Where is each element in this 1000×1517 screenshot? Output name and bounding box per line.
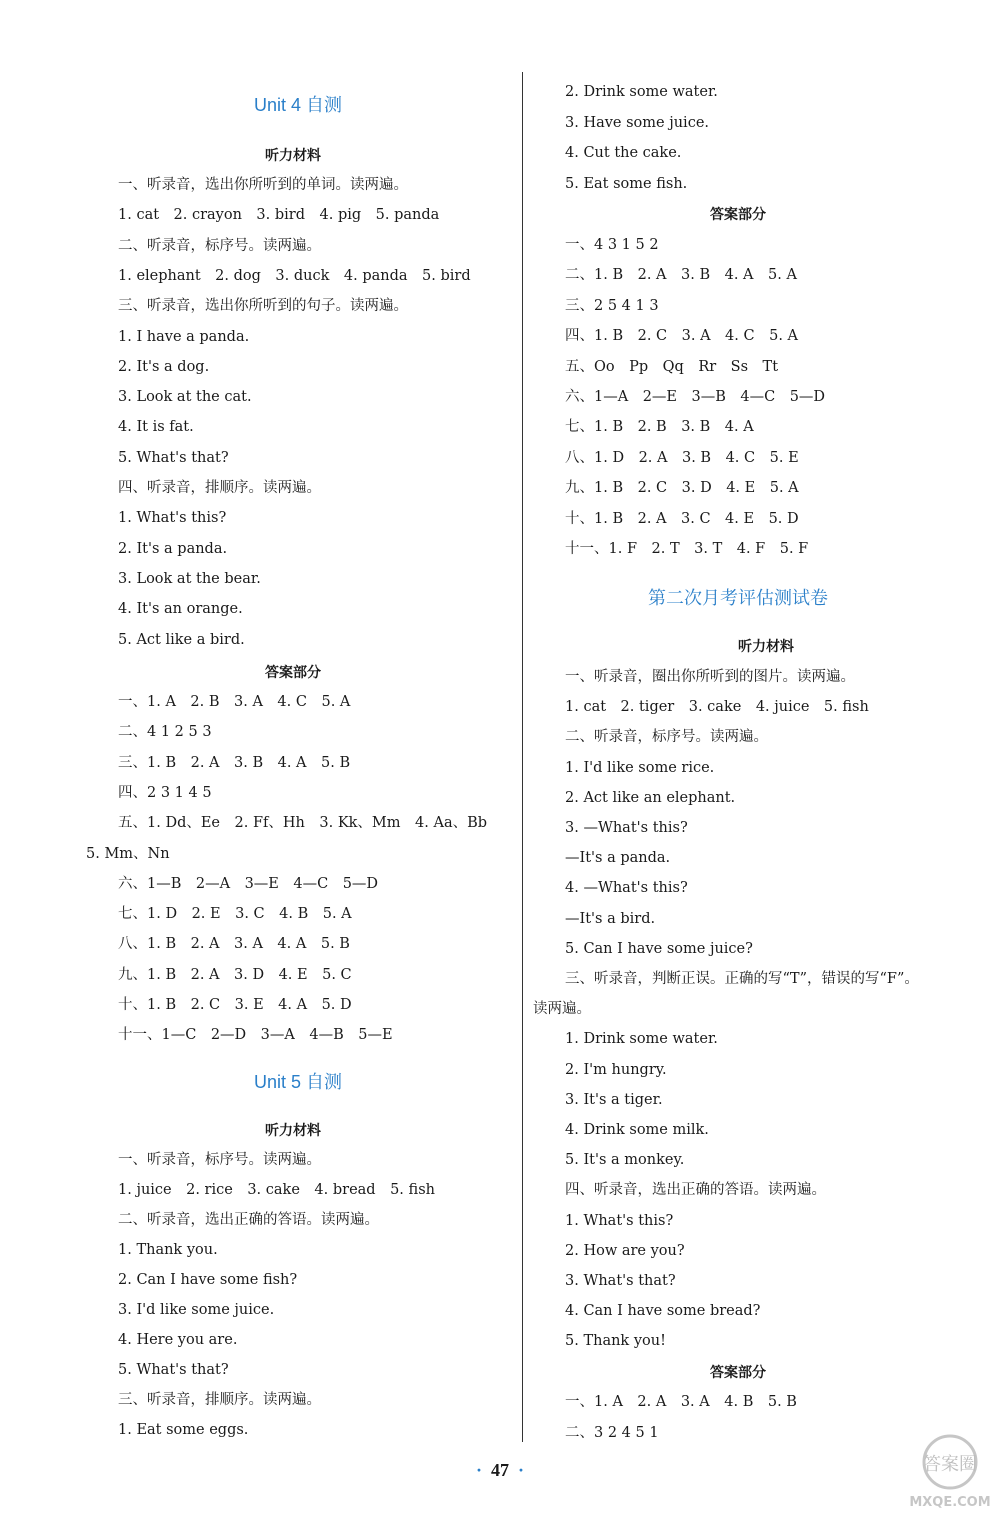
listening-line: 2. It's a dog. (118, 358, 210, 375)
listening-line: 2. It's a panda. (118, 540, 228, 557)
listening-line: 1. Drink some water. (565, 1031, 718, 1048)
listening-line: 5. Eat some fish. (565, 175, 688, 192)
answer-line: 二、1. B 2. A 3. B 4. A 5. A (565, 267, 797, 284)
listening-line: 二、听录音，标序号。读两遍。 (565, 729, 768, 746)
listening-line: —It's a panda. (565, 850, 671, 867)
listening-line: 四、听录音，排顺序。读两遍。 (118, 480, 321, 496)
answer-line: 十一、1. F 2. T 3. T 4. F 5. F (565, 541, 809, 557)
listening-line: 5. It's a monkey. (565, 1152, 685, 1169)
listening-line: 2. Drink some water. (565, 84, 718, 100)
listening-line: 三、听录音，判断正误。正确的写“T”，错误的写“F”。 (565, 971, 919, 987)
section-title-unit5: Unit 5 自测 (254, 1072, 343, 1092)
answer-line: 八、1. B 2. A 3. A 4. A 5. B (118, 936, 350, 953)
listening-line: 3. I'd like some juice. (118, 1302, 275, 1318)
listening-line: 2. Can I have some fish? (118, 1272, 298, 1288)
answer-line: 七、1. B 2. B 3. B 4. A (565, 419, 754, 436)
listening-line: 读两遍。 (533, 1001, 591, 1018)
answer-line: 十、1. B 2. A 3. C 4. E 5. D (565, 510, 799, 527)
listening-line: 1. cat 2. crayon 3. bird 4. pig 5. panda (118, 207, 440, 224)
listening-line: 一、听录音，选出你所听到的单词。读两遍。 (118, 177, 408, 193)
answer-line: 十一、1—C 2—D 3—A 4—B 5—E (118, 1027, 393, 1044)
answer-line: 五、Oo Pp Qq Rr Ss Tt (565, 358, 779, 375)
answer-line: 四、2 3 1 4 5 (118, 784, 212, 801)
listening-line: 1. I'd like some rice. (565, 759, 715, 776)
listening-line: 一、听录音，标序号。读两遍。 (118, 1152, 321, 1168)
listening-line: 1. Eat some eggs. (118, 1422, 249, 1438)
answer-line: 九、1. B 2. A 3. D 4. E 5. C (118, 966, 352, 983)
watermark-url: MXQE.COM (909, 1495, 991, 1510)
listening-line: 3. Have some juice. (565, 114, 710, 131)
listening-line: 4. It's an orange. (118, 601, 243, 618)
subtitle-listening: 听力材料 (265, 1123, 321, 1139)
listening-line: 2. I'm hungry. (565, 1061, 667, 1078)
answer-line: 六、1—A 2—E 3—B 4—C 5—D (565, 389, 826, 405)
answer-line: 一、1. A 2. A 3. A 4. B 5. B (565, 1394, 797, 1410)
listening-line: 一、听录音，圈出你所听到的图片。读两遍。 (565, 669, 855, 685)
answer-line: 二、4 1 2 5 3 (118, 724, 212, 741)
listening-line: —It's a bird. (565, 910, 656, 927)
listening-line: 1. Thank you. (118, 1242, 218, 1258)
listening-line: 4. Can I have some bread? (565, 1303, 761, 1320)
answer-line: 5. Mm、Nn (86, 845, 170, 862)
listening-line: 1. What's this? (118, 510, 227, 527)
listening-line: 3. Look at the bear. (118, 570, 261, 587)
listening-line: 3. It's a tiger. (565, 1091, 663, 1108)
footer-dot-right: · (518, 1460, 525, 1480)
section-title-unit4: Unit 4 自测 (254, 95, 343, 115)
answer-line: 十、1. B 2. C 3. E 4. A 5. D (118, 997, 352, 1013)
subtitle-listening: 听力材料 (265, 148, 321, 164)
answer-line: 三、1. B 2. A 3. B 4. A 5. B (118, 754, 351, 771)
listening-line: 1. What's this? (565, 1212, 674, 1229)
page-number: 47 (491, 1460, 509, 1480)
listening-line: 3. Look at the cat. (118, 389, 252, 406)
listening-line: 三、听录音，选出你所听到的句子。读两遍。 (118, 298, 408, 315)
answer-line: 五、1. Dd、Ee 2. Ff、Hh 3. Kk、Mm 4. Aa、Bb (118, 815, 488, 832)
listening-line: 3. What's that? (565, 1273, 676, 1289)
section-title-monthly-test: 第二次月考评估测试卷 (648, 588, 828, 608)
listening-line: 二、听录音，标序号。读两遍。 (118, 237, 321, 254)
listening-line: 1. juice 2. rice 3. cake 4. bread 5. fish (118, 1182, 435, 1198)
subtitle-listening: 听力材料 (738, 639, 794, 655)
listening-line: 二、听录音，选出正确的答语。读两遍。 (118, 1212, 379, 1228)
listening-line: 4. Drink some milk. (565, 1122, 709, 1138)
footer-dot-left: · (475, 1460, 482, 1480)
listening-line: 3. —What's this? (565, 820, 688, 836)
listening-line: 4. —What's this? (565, 880, 688, 897)
subtitle-answers: 答案部分 (710, 207, 766, 223)
listening-line: 2. How are you? (565, 1242, 685, 1259)
answer-line: 一、4 3 1 5 2 (565, 237, 659, 253)
answer-line: 八、1. D 2. A 3. B 4. C 5. E (565, 449, 799, 466)
answer-line: 一、1. A 2. B 3. A 4. C 5. A (118, 694, 351, 710)
answer-line: 三、2 5 4 1 3 (565, 297, 659, 314)
listening-line: 三、听录音，排顺序。读两遍。 (118, 1392, 321, 1408)
listening-line: 4. It is fat. (118, 419, 194, 436)
listening-line: 5. Act like a bird. (118, 631, 245, 648)
listening-line: 四、听录音，选出正确的答语。读两遍。 (565, 1182, 826, 1199)
answer-line: 六、1—B 2—A 3—E 4—C 5—D (118, 875, 379, 892)
answer-line: 四、1. B 2. C 3. A 4. C 5. A (565, 328, 799, 345)
listening-line: 4. Cut the cake. (565, 145, 682, 161)
listening-line: 5. What's that? (118, 1362, 229, 1378)
subtitle-answers: 答案部分 (710, 1365, 766, 1381)
listening-line: 1. elephant 2. dog 3. duck 4. panda 5. bird (118, 267, 471, 284)
listening-line: 2. Act like an elephant. (565, 789, 736, 806)
listening-line: 1. I have a panda. (118, 328, 250, 345)
listening-line: 4. Here you are. (118, 1332, 238, 1348)
column-divider (522, 72, 523, 1442)
subtitle-answers: 答案部分 (265, 665, 321, 681)
answer-line: 二、3 2 4 5 1 (565, 1424, 659, 1441)
listening-line: 5. Thank you! (565, 1333, 666, 1350)
listening-line: 5. What's that? (118, 449, 229, 466)
page-footer (0, 1460, 1000, 1481)
watermark-logo (906, 1428, 994, 1512)
listening-line: 5. Can I have some juice? (565, 940, 753, 957)
answer-line: 七、1. D 2. E 3. C 4. B 5. A (118, 906, 352, 923)
answer-line: 九、1. B 2. C 3. D 4. E 5. A (565, 480, 799, 497)
watermark-cn: 答案圈 (923, 1454, 977, 1475)
listening-line: 1. cat 2. tiger 3. cake 4. juice 5. fish (565, 699, 869, 716)
